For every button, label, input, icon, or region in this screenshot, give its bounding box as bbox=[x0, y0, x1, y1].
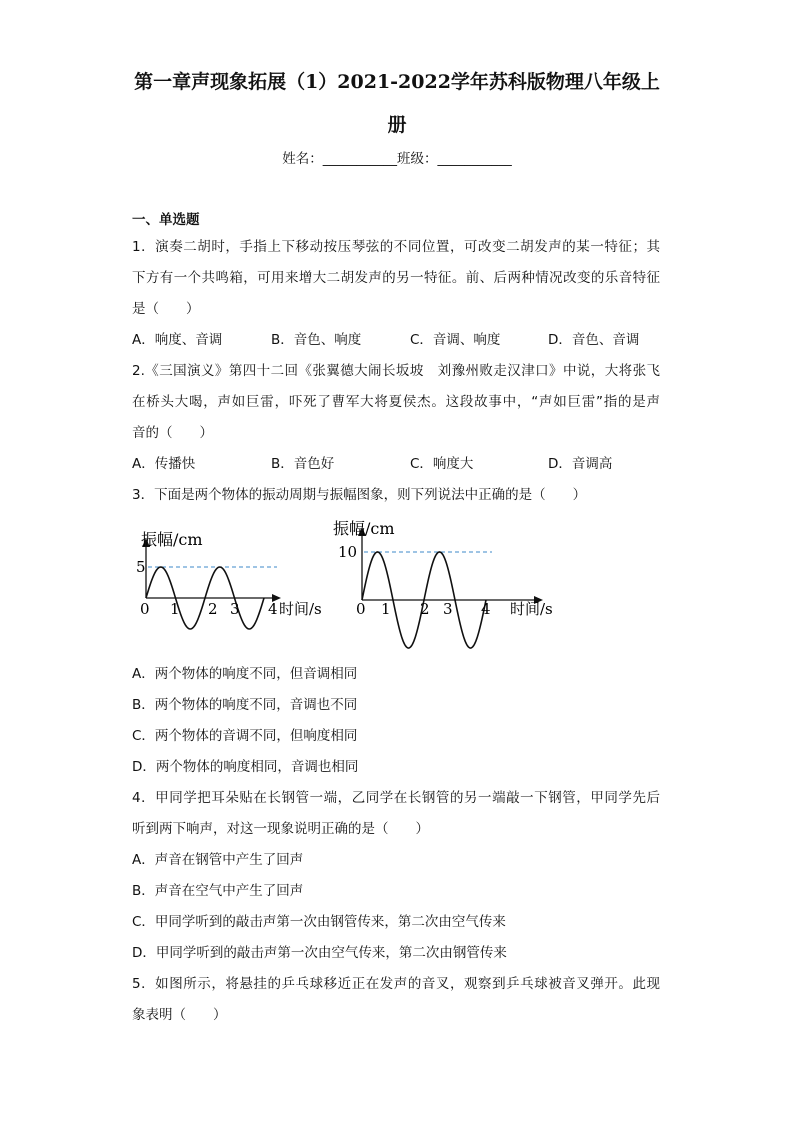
q2-option-b[interactable]: B．音色好 bbox=[271, 456, 335, 472]
left-amplitude-label: 5 bbox=[136, 558, 146, 576]
left-y-label: 振幅/cm bbox=[141, 530, 203, 549]
q4-option-b[interactable]: B．声音在空气中产生了回声 bbox=[132, 883, 304, 899]
q1-line-3: 是（ ） bbox=[132, 301, 200, 317]
right-tick-0: 0 bbox=[356, 600, 366, 618]
left-x-label: 时间/s bbox=[279, 600, 322, 618]
q1-option-c[interactable]: C．音调、响度 bbox=[410, 332, 501, 348]
q4-option-d[interactable]: D．甲同学听到的敲击声第一次由空气传来，第二次由钢管传来 bbox=[132, 945, 507, 961]
q3-option-b[interactable]: B．两个物体的响度不同，音调也不同 bbox=[132, 697, 358, 713]
right-tick-3: 3 bbox=[443, 600, 453, 618]
q2-option-d[interactable]: D．音调高 bbox=[548, 456, 613, 472]
left-graph bbox=[136, 530, 322, 629]
left-tick-1: 1 bbox=[170, 600, 180, 618]
student-info-line: 姓名：___________班级：___________ bbox=[282, 151, 512, 167]
left-tick-3: 3 bbox=[230, 600, 240, 618]
page-title-line-1: 第一章声现象拓展（1）2021-2022学年苏科版物理八年级上 bbox=[134, 71, 660, 93]
right-x-label: 时间/s bbox=[510, 600, 553, 618]
section-heading: 一、单选题 bbox=[132, 212, 200, 228]
q4-option-a[interactable]: A．声音在钢管中产生了回声 bbox=[132, 852, 304, 868]
q4-line-1: 4．甲同学把耳朵贴在长钢管一端，乙同学在长钢管的另一端敲一下钢管，甲同学先后 bbox=[132, 790, 660, 806]
q2-line-1: 2.《三国演义》第四十二回《张翼德大闹长坂坡 刘豫州败走汉津口》中说，大将张飞 bbox=[132, 363, 660, 379]
q2-option-a[interactable]: A．传播快 bbox=[132, 456, 196, 472]
q1-line-1: 1．演奏二胡时，手指上下移动按压琴弦的不同位置，可改变二胡发声的某一特征；其 bbox=[132, 239, 660, 255]
q3-option-c[interactable]: C．两个物体的音调不同，但响度相同 bbox=[132, 728, 358, 744]
q4-line-2: 听到两下响声，对这一现象说明正确的是（ ） bbox=[132, 821, 429, 837]
right-tick-2: 2 bbox=[420, 600, 430, 618]
q3-option-d[interactable]: D．两个物体的响度相同，音调也相同 bbox=[132, 759, 359, 775]
left-tick-4: 4 bbox=[268, 600, 278, 618]
q1-option-b[interactable]: B．音色、响度 bbox=[271, 332, 362, 348]
q2-option-c[interactable]: C．响度大 bbox=[410, 456, 474, 472]
q2-line-3: 音的（ ） bbox=[132, 425, 213, 441]
q5-line-2: 象表明（ ） bbox=[132, 1007, 227, 1023]
q3-line-1: 3．下面是两个物体的振动周期与振幅图象，则下列说法中正确的是（ ） bbox=[132, 487, 587, 503]
right-graph bbox=[333, 519, 553, 648]
page-title-line-2: 册 bbox=[387, 114, 407, 136]
q4-option-c[interactable]: C．甲同学听到的敲击声第一次由钢管传来，第二次由空气传来 bbox=[132, 914, 506, 930]
right-amplitude-label: 10 bbox=[338, 543, 358, 561]
q1-line-2: 下方有一个共鸣箱，可用来增大二胡发声的另一特征。前、后两种情况改变的乐音特征 bbox=[132, 270, 660, 286]
right-tick-4: 4 bbox=[481, 600, 491, 618]
right-tick-1: 1 bbox=[381, 600, 391, 618]
q1-option-a[interactable]: A．响度、音调 bbox=[132, 332, 223, 348]
q2-line-2: 在桥头大喝，声如巨雷，吓死了曹军大将夏侯杰。这段故事中，“声如巨雷”指的是声 bbox=[132, 394, 660, 410]
q3-option-a[interactable]: A．两个物体的响度不同，但音调相同 bbox=[132, 666, 358, 682]
right-y-label: 振幅/cm bbox=[333, 519, 395, 538]
vibration-graphs bbox=[0, 510, 794, 650]
left-tick-2: 2 bbox=[208, 600, 218, 618]
q1-option-d[interactable]: D．音色、音调 bbox=[548, 332, 640, 348]
q5-line-1: 5．如图所示，将悬挂的乒乓球移近正在发声的音叉，观察到乒乓球被音叉弹开。此现 bbox=[132, 976, 660, 992]
left-tick-0: 0 bbox=[140, 600, 150, 618]
